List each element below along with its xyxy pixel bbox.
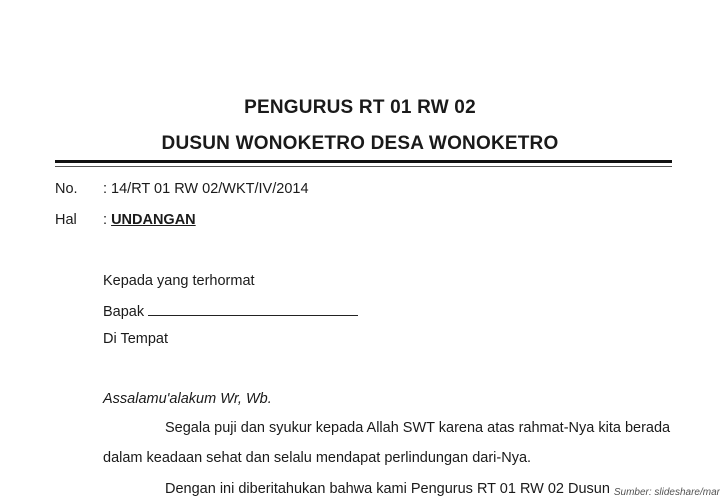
- subject-line: [103, 212, 196, 228]
- recipient-title: Bapak: [103, 304, 145, 320]
- recipient-place: Di Tempat: [103, 331, 169, 347]
- letterhead-title: PENGURUS RT 01 RW 02: [244, 97, 476, 118]
- letterhead-rule-thin: [55, 166, 672, 167]
- recipient-name-line: [103, 302, 358, 320]
- subject-label: Hal: [55, 212, 77, 228]
- letterhead-rule-thick: [55, 160, 672, 163]
- paragraph1-line1: Segala puji dan syukur kepada Allah SWT karena atas rahmat-Nya kita berada: [165, 420, 671, 436]
- source-caption: Sumber: slideshare/mar: [613, 487, 720, 498]
- subject-value: UNDANGAN: [111, 212, 196, 228]
- letterhead-subtitle: DUSUN WONOKETRO DESA WONOKETRO: [161, 133, 559, 154]
- recipient-salutation: Kepada yang terhormat: [103, 273, 255, 289]
- number-value: : 14/RT 01 RW 02/WKT/IV/2014: [103, 181, 309, 197]
- number-label: No.: [55, 181, 78, 197]
- greeting: Assalamu'alakum Wr, Wb.: [103, 391, 272, 407]
- recipient-name-blank: [148, 302, 358, 316]
- paragraph1-line2: dalam keadaan sehat dan selalu mendapat perlindungan dari-Nya.: [103, 450, 532, 466]
- subject-colon: :: [103, 212, 112, 228]
- paragraph2-line1: Dengan ini diberitahukan bahwa kami Pengurus RT 01 RW 02 Dusun: [165, 481, 610, 497]
